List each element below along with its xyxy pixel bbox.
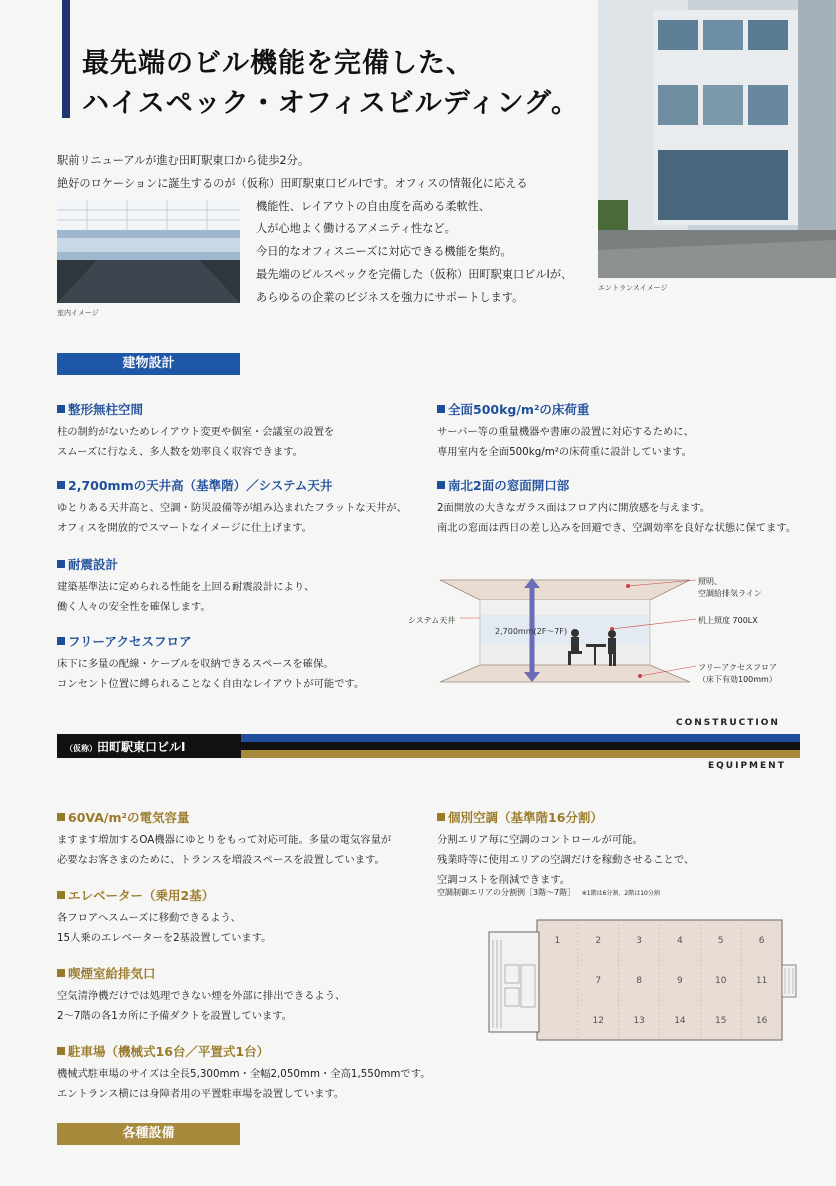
intro-line-1: 駅前リニューアルが進む田町駅東口から徒歩2分。 <box>57 154 310 167</box>
underfloor-label: （床下有効100mm） <box>698 675 777 684</box>
building-item-title: フリーアクセスフロア <box>57 632 364 650</box>
floorplan-zone-label: 9 <box>677 976 683 986</box>
equipment-item-electric: 60VA/m²の電気容量 ますます増加するOA機器にゆとりをもって対応可能。多量の電気容量が 必要なお客さまのために、トランスを増設スペースを設置しています。 <box>57 810 392 866</box>
floorplan-zone-label: 3 <box>636 936 642 946</box>
building-item-column-free: 整形無柱空間 柱の制約がないためレイアウト変更や個室・会議室の設置を スムーズに行なえ、多人数を効率良く収容できます。 <box>57 402 335 458</box>
floorplan-diagram <box>487 910 802 1045</box>
free-access-label: フリーアクセスフロア <box>698 663 778 672</box>
floorplan-zone-label: 2 <box>595 936 602 946</box>
hvac-label: 空調給排気ライン <box>698 589 762 598</box>
square-bullet-icon <box>57 560 65 568</box>
floorplan-zone-label: 10 <box>715 976 727 986</box>
building-item-floor-load: 全面500kg/m²の床荷重 サーバー等の重量機器や書庫の設置に対応するために、 専用室内を全面500kg/m²の床荷重に設計しています。 <box>437 402 694 458</box>
building-item-title: 耐震設計 <box>57 555 314 573</box>
floorplan-zone-label: 14 <box>674 1016 686 1026</box>
square-bullet-icon <box>57 969 65 977</box>
intro-line-4: 人が心地よく働けるアメニティ性など。 <box>256 222 456 235</box>
building-item-title: 2,700mmの天井高（基準階）／システム天井 <box>57 476 407 494</box>
headline-line-2: ハイスペック・オフィスビルディング。 <box>82 88 579 119</box>
building-item-ceiling-height: 2,700mmの天井高（基準階）／システム天井 ゆとりある天井高と、空調・防災設備等が組み込まれたフラットな天井が、 オフィスを開放的でスマートなイメージに仕上げます。 <box>57 478 407 534</box>
equipment-item-title: エレベーター（乗用2基） <box>57 886 271 904</box>
intro-line-7: あらゆるの企業のビジネスを強力にサポートします。 <box>256 291 524 304</box>
equipment-item-title: 喫煙室給排気口 <box>57 964 345 982</box>
square-bullet-icon <box>437 813 445 821</box>
building-item-free-access: フリーアクセスフロア 床下に多量の配線・ケーブルを収納できるスペースを確保。 コンセント位置に縛られることなく自由なレイアウトが可能です。 <box>57 634 365 690</box>
intro-line-6: 最先端のビルスペックを完備した（仮称）田町駅東口ビルⅠが、 <box>256 268 573 281</box>
floorplan-zone-label: 4 <box>677 936 683 946</box>
floorplan-zone-label: 5 <box>717 936 724 946</box>
floorplan-zone-label: 8 <box>636 976 642 986</box>
section-building-design: 建物設計 <box>57 353 240 375</box>
ceiling-section-diagram <box>400 570 810 690</box>
entrance-photo <box>598 0 836 278</box>
lighting-label: 照明、 <box>698 577 722 586</box>
building-item-title: 南北2面の窓面開口部 <box>437 476 796 494</box>
building-name: （仮称）田町駅東口ビルⅠ <box>65 740 186 754</box>
page-headline <box>82 44 579 124</box>
intro-line-2: 絶好のロケーションに誕生するのが（仮称）田町駅東口ビルⅠです。オフィスの情報化に応える <box>57 177 528 190</box>
office-interior-photo <box>57 200 240 303</box>
square-bullet-icon <box>57 637 65 645</box>
building-item-title: 全面500kg/m²の床荷重 <box>437 400 694 418</box>
equipment-item-title: 個別空調（基準階16分割） <box>437 808 694 826</box>
desk-lux-label: 机上照度 700LX <box>698 616 758 625</box>
building-name-band <box>57 734 800 758</box>
floorplan-zone-label: 12 <box>592 1016 604 1026</box>
building-item-windows: 南北2面の窓面開口部 2面開放の大きなガラス面はフロア内に開放感を与えます。 南北の窓面は西日の差し込みを回避でき、空調効率を良好な状態に保てます。 <box>437 478 797 534</box>
equipment-item-parking: 駐車場（機械式16台／平置式1台） 機械式駐車場のサイズは全長5,300mm・全幅2,050mm・全高1,550mmです。 エントランス横には身障者用の平置駐車場を設置しています。 <box>57 1044 431 1100</box>
square-bullet-icon <box>57 405 65 413</box>
building-item-seismic: 耐震設計 建築基準法に定められる性能を上回る耐震設計により、 働く人々の安全性を確保します。 <box>57 557 315 613</box>
entrance-caption: エントランスイメージ <box>598 284 668 292</box>
equipment-item-title: 駐車場（機械式16台／平置式1台） <box>57 1042 431 1060</box>
square-bullet-icon <box>57 891 65 899</box>
office-caption: 室内イメージ <box>57 309 99 317</box>
floorplan-zone-label: 15 <box>715 1016 727 1026</box>
equipment-item-title: 60VA/m²の電気容量 <box>57 808 391 826</box>
intro-line-5: 今日的なオフィスニーズに対応できる機能を集約。 <box>256 245 512 258</box>
equipment-item-elevator: エレベーター（乗用2基） 各フロアへスムーズに移動できるよう、 15人乗のエレベーターを2基設置しています。 <box>57 888 272 944</box>
ceiling-height-label: 2,700mm(2F〜7F) <box>495 627 568 636</box>
floorplan-zone-label: 6 <box>758 936 765 946</box>
square-bullet-icon <box>57 1047 65 1055</box>
equipment-item-hvac: 個別空調（基準階16分割） 分割エリア毎に空調のコントロールが可能。 残業時等に使用エリアの空調だけを稼動させることで、 空調コストを削減できます。 <box>437 810 695 886</box>
system-ceiling-label: システム天井 <box>408 616 456 625</box>
headline-line-1: 最先端のビル機能を完備した、 <box>82 48 474 79</box>
section-facilities: 各種設備 <box>57 1123 240 1145</box>
floorplan-zone-label: 11 <box>755 976 768 986</box>
square-bullet-icon <box>437 405 445 413</box>
square-bullet-icon <box>57 481 65 489</box>
floorplan-zone-label: 16 <box>755 1016 768 1026</box>
equipment-item-smoking-room: 喫煙室給排気口 空気清浄機だけでは処理できない煙を外部に排出できるよう、 2〜7階の各1カ所に予備ダクトを設置しています。 <box>57 966 346 1022</box>
square-bullet-icon <box>437 481 445 489</box>
equipment-heading: EQUIPMENT <box>708 761 786 771</box>
floorplan-zone-label: 13 <box>633 1016 645 1026</box>
headline-accent-bar <box>62 0 70 118</box>
square-bullet-icon <box>57 813 65 821</box>
floorplan-zone-label: 7 <box>595 976 602 986</box>
intro-line-3: 機能性、レイアウトの自由度を高める柔軟性、 <box>256 200 491 213</box>
construction-heading: CONSTRUCTION <box>676 718 780 728</box>
floorplan-zone-label: 1 <box>554 936 561 946</box>
building-item-title: 整形無柱空間 <box>57 400 334 418</box>
floorplan-title: 空調制御エリアの分割例［3階〜7階］ ※1階は6分割、2階は10分割 <box>437 888 660 897</box>
